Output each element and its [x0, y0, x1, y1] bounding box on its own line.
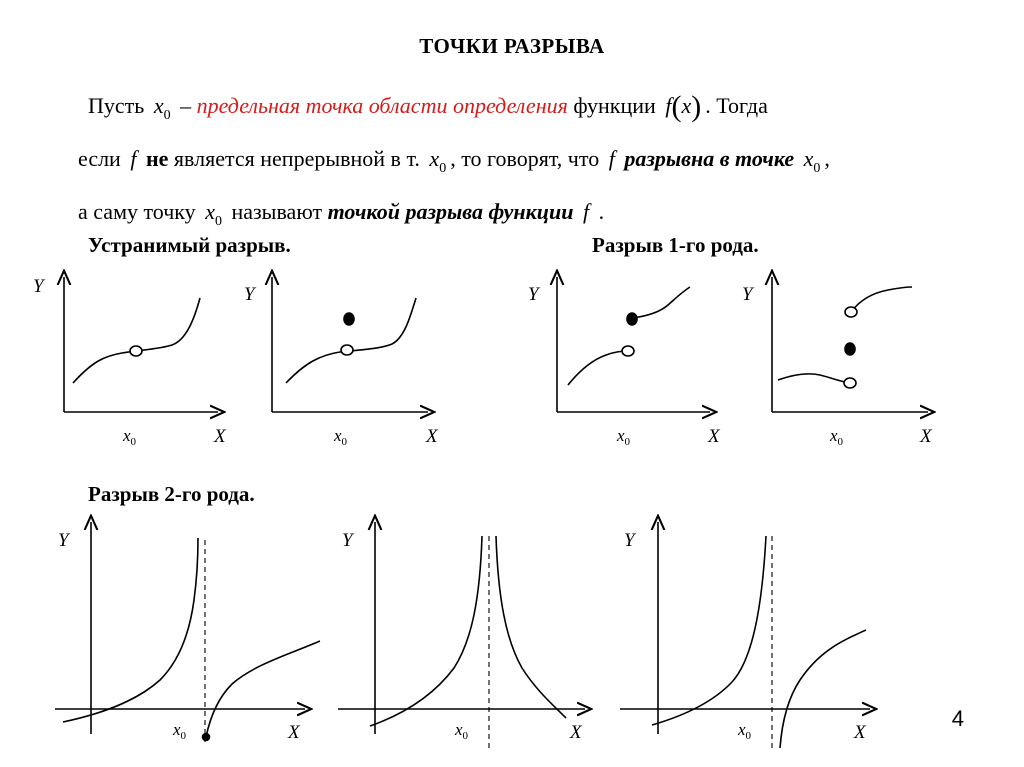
math-fx: f(x)	[665, 90, 702, 123]
x0-label-2: $x_0$	[334, 426, 348, 448]
curve-3-left	[568, 351, 628, 385]
x-label-5: X	[288, 722, 300, 743]
hole-point-3	[622, 346, 634, 356]
text-razryvna: разрывна в точке	[624, 146, 795, 171]
y-label-5: Y	[58, 530, 69, 551]
math-f-3: f	[582, 199, 590, 224]
text-esli: если	[78, 146, 121, 171]
x0-label-3: $x_0$	[617, 426, 631, 448]
math-f: f	[130, 146, 137, 171]
curve-4-right	[851, 287, 912, 312]
section-first-kind: Разрыв 1-го рода.	[592, 233, 759, 257]
filled-point-4	[845, 343, 855, 355]
graph-second-kind-3	[620, 522, 870, 748]
x-label-3: X	[708, 426, 720, 447]
x-label-7: X	[854, 722, 866, 743]
x0-label-4: $x_0$	[830, 426, 844, 448]
math-x0: $x_0$	[153, 93, 171, 123]
text-togda: . Тогда	[705, 93, 768, 118]
text-comma: ,	[824, 146, 830, 171]
x0-label-7: $x_0$	[738, 720, 752, 742]
hole-point-1	[130, 346, 142, 356]
curve-5-right	[206, 641, 320, 737]
curve-6-right	[496, 536, 566, 718]
definition-highlight: предельная точка области определения	[196, 93, 568, 118]
graph-removable-hole	[64, 277, 218, 412]
hole-point-2	[341, 345, 353, 355]
text-funktsii: функции	[573, 93, 656, 118]
filled-point-3	[627, 313, 637, 325]
x-label-2: X	[426, 426, 438, 447]
curve-3-right	[632, 287, 690, 318]
graph-jump-2	[772, 277, 928, 412]
x-label-6: X	[570, 722, 582, 743]
section-second-kind: Разрыв 2-го рода.	[88, 482, 255, 506]
text-nazyvayut: называют	[231, 199, 323, 224]
text-a-samu: а саму точку	[78, 199, 196, 224]
x-label-4: X	[920, 426, 932, 447]
hole-point-4a	[844, 378, 856, 388]
filled-point-2	[344, 313, 354, 325]
page-number: 4	[951, 706, 964, 731]
page-title: ТОЧКИ РАЗРЫВА	[419, 34, 605, 58]
graph-second-kind-1	[55, 522, 320, 742]
text-pust: Пусть	[88, 93, 145, 118]
y-label-7: Y	[624, 530, 635, 551]
math-x0-3: $x_0$	[803, 146, 821, 176]
filled-point-5	[203, 734, 210, 741]
graph-removable-point	[272, 277, 428, 412]
y-label-1: Y	[33, 276, 44, 297]
math-f-2: f	[608, 146, 615, 171]
graph-jump-1	[557, 277, 710, 412]
curve-2	[286, 298, 416, 383]
x0-label-1: $x_0$	[123, 426, 137, 448]
curve-5-left	[63, 538, 198, 722]
x0-label-6: $x_0$	[455, 720, 469, 742]
curve-7-left	[652, 536, 766, 725]
y-label-2: Y	[244, 284, 255, 305]
curve-6-left	[370, 536, 482, 726]
curve-4-left	[778, 374, 850, 383]
text-tochkoi-razryva: точкой разрыва функции	[327, 199, 574, 224]
text-period: .	[598, 199, 605, 224]
graph-second-kind-2	[338, 522, 585, 748]
y-label-4: Y	[742, 284, 753, 305]
y-label-6: Y	[342, 530, 353, 551]
text-nepreryvnoi: является непрерывной в т.	[173, 146, 420, 171]
curve-1	[73, 298, 200, 383]
y-label-3: Y	[528, 284, 539, 305]
text-dash: –	[180, 93, 192, 118]
x0-label-5: $x_0$	[173, 720, 187, 742]
section-removable: Устранимый разрыв.	[88, 233, 291, 257]
text-govoryat: , то говорят, что	[450, 146, 600, 171]
math-x0-4: $x_0$	[205, 199, 222, 229]
x-label-1: X	[214, 426, 226, 447]
text-ne: не	[145, 146, 169, 171]
hole-point-4b	[845, 307, 857, 317]
math-x0-2: $x_0$	[429, 146, 447, 176]
